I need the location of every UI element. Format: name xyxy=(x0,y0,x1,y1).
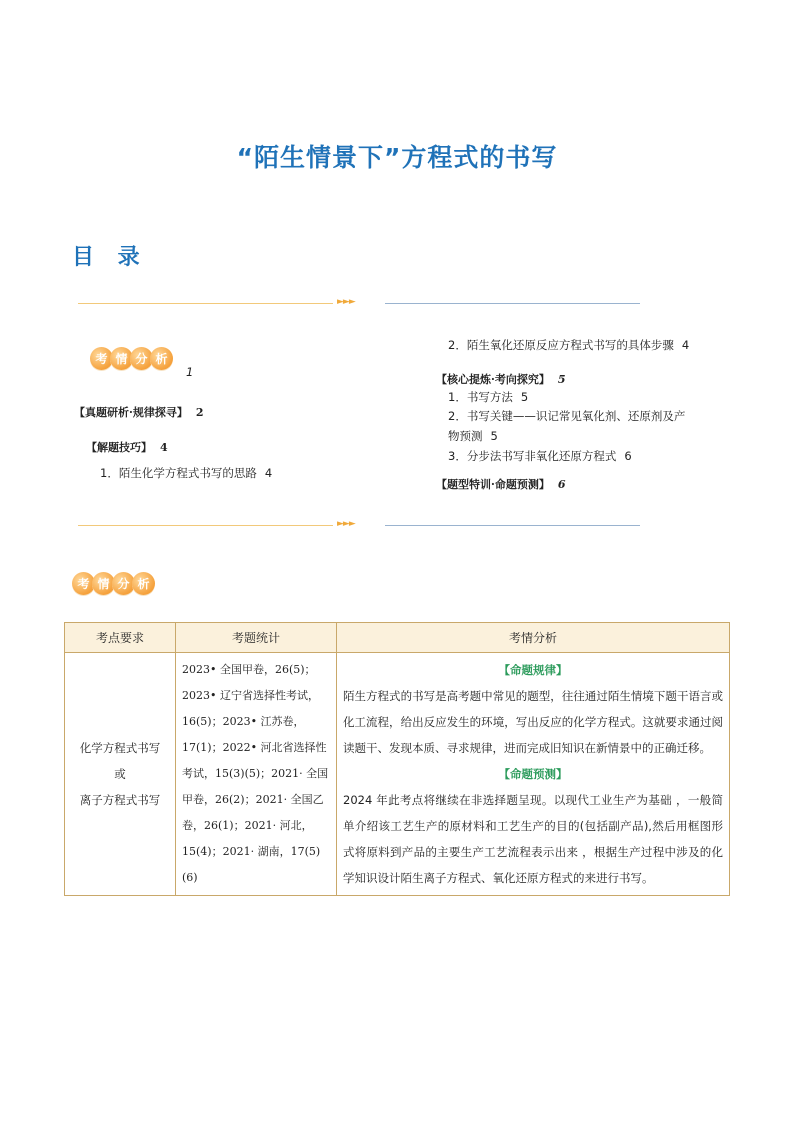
badge-char: 情 xyxy=(110,347,133,370)
toc-page-number: 4 xyxy=(681,338,690,352)
requirement-line: 离子方程式书写 xyxy=(79,793,161,807)
badge-char: 析 xyxy=(150,347,173,370)
toc-entry[interactable] xyxy=(448,448,632,464)
badge-char: 情 xyxy=(92,572,115,595)
toc-page-number[interactable]: 1 xyxy=(186,365,194,379)
toc-entry[interactable] xyxy=(100,465,272,481)
forecast-text: 2024 年此考点将继续在非选择题呈现。以现代工业生产为基础 ，一般简单介绍该工艺生产的原材料和工艺生产的目的(包括副产品),然后用框图形式将原料到产品的主要生产工艺流程表示出来 ，根据生产过程中涉及的化学知识设计陌生离子方程式、氧化还原方程式的来进行书写。 xyxy=(343,793,723,885)
rule-label: 【命题规律】 xyxy=(498,663,568,677)
requirement-line: 或 xyxy=(114,767,126,781)
toc-entry-label: 2．陌生氧化还原反应方程式书写的具体步骤 xyxy=(448,338,674,352)
toc-page-number: 4 xyxy=(264,466,273,480)
badge-char: 分 xyxy=(112,572,135,595)
toc-entry-label: 【题型特训·命题预测】 xyxy=(436,478,550,491)
toc-entry[interactable] xyxy=(448,337,689,353)
arrow-icon: ►►► xyxy=(337,519,355,529)
table-header: 考情分析 xyxy=(337,623,730,653)
toc-entry-label: 【解题技巧】 xyxy=(86,441,152,454)
table-header: 考点要求 xyxy=(65,623,176,653)
badge-char: 分 xyxy=(130,347,153,370)
toc-entry-continued[interactable] xyxy=(448,428,498,444)
badge-char: 考 xyxy=(72,572,95,595)
forecast-label: 【命题预测】 xyxy=(498,767,568,781)
requirement-line: 化学方程式书写 xyxy=(79,741,161,755)
rule-text: 陌生方程式的书写是高考题中常见的题型，往往通过陌生情境下题干语言或化工流程，给出反应发生的环境，写出反应的化学方程式。这就要求通过阅读题干、发现本质、寻求规律，进而完成旧知识在新情景中的正确迁移。 xyxy=(343,689,723,755)
toc-entry-label: 2．书写关键——识记常见氧化剂、还原剂及产 xyxy=(448,409,686,423)
toc-entry-label: 1．书写方法 xyxy=(448,390,513,404)
badge-char: 考 xyxy=(90,347,113,370)
page-title: “陌生情景下”方程式的书写 xyxy=(236,143,558,172)
requirement-cell xyxy=(65,653,176,896)
toc-page-number: 5 xyxy=(520,390,529,404)
arrow-icon: ►►► xyxy=(337,297,355,307)
toc-heading: 目 录 xyxy=(72,245,148,270)
toc-page-number: 6 xyxy=(624,449,632,463)
toc-divider-bottom xyxy=(78,521,640,531)
badge-char: 析 xyxy=(132,572,155,595)
table-row xyxy=(65,653,730,896)
toc-page-number: 6 xyxy=(557,478,566,491)
toc-entry[interactable] xyxy=(448,389,528,405)
toc-entry-label: 【核心提炼·考向探究】 xyxy=(436,373,550,386)
toc-entry-label: 【真题研析·规律探寻】 xyxy=(74,406,188,419)
stats-cell: 2023• 全国甲卷，26(5)；2023• 辽宁省选择性考试，16(5)；2023• 江苏卷，17(1)；2022• 河北省选择性考试，15(3)(5)；2021· 全国甲卷，26(2)；2021· 全国乙卷，26(1)；2021· 河北，15(4)；2021· 湖南，17(5) (6) xyxy=(176,653,337,896)
toc-entry[interactable] xyxy=(436,476,566,492)
toc-page-number: 4 xyxy=(160,441,168,454)
toc-badge-kaoqing[interactable] xyxy=(90,344,170,372)
section-badge-kaoqing xyxy=(72,569,152,597)
toc-divider-top xyxy=(78,299,640,309)
toc-entry[interactable] xyxy=(74,404,204,420)
analysis-cell xyxy=(337,653,730,896)
toc-entry[interactable] xyxy=(436,371,566,387)
table-header: 考题统计 xyxy=(176,623,337,653)
analysis-table xyxy=(64,622,730,896)
toc-entry-label: 物预测 xyxy=(448,429,483,443)
toc-entry-label: 1．陌生化学方程式书写的思路 xyxy=(100,466,257,480)
toc-page-number: 5 xyxy=(557,373,566,386)
toc-entry[interactable] xyxy=(448,408,685,424)
toc-page-number: 5 xyxy=(490,429,498,443)
toc-entry[interactable] xyxy=(86,439,168,455)
toc-page-number: 2 xyxy=(195,406,204,419)
toc-entry-label: 3．分步法书写非氧化还原方程式 xyxy=(448,449,617,463)
